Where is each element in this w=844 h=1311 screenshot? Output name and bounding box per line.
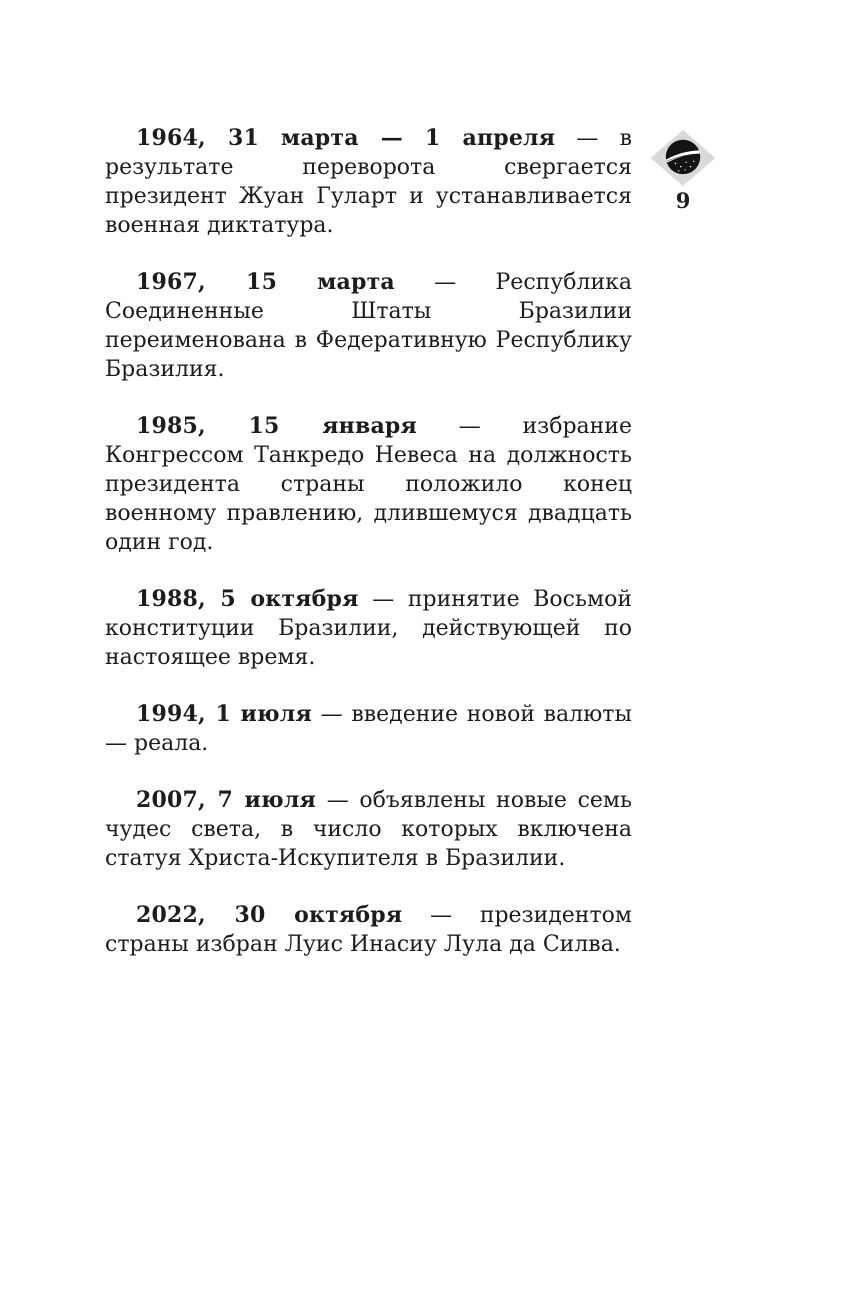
event-date: 1988, 5 октября: [136, 586, 359, 612]
event-date: 1994, 1 июля: [136, 701, 312, 727]
timeline-entry: [105, 901, 632, 959]
event-date: 2007, 7 июля: [136, 787, 316, 813]
event-date: 1967, 15 марта: [136, 269, 395, 295]
timeline-entry: [105, 786, 632, 873]
brazil-flag-diamond-icon: [650, 130, 716, 186]
event-date: 2022, 30 октября: [136, 902, 403, 928]
event-text: — в результате переворота свергается президент Жуан Гуларт и устанавливается военная диктатура.: [105, 126, 632, 238]
page-number: 9: [675, 188, 691, 213]
event-text: — принятие Восьмой конституции Бразилии, действующей по настоящее время.: [105, 587, 632, 670]
timeline-entry: [105, 268, 632, 384]
timeline-entry: [105, 585, 632, 672]
event-text: — объявлены новые семь чудес света, в число которых включена статуя Христа-Искупителя в Бразилии.: [105, 788, 632, 871]
event-date: 1964, 31 марта — 1 апреля: [136, 125, 556, 151]
timeline-entry: [105, 412, 632, 557]
timeline-entry: [105, 700, 632, 758]
event-text: — президентом страны избран Луис Инасиу Лула да Силва.: [105, 903, 632, 957]
timeline-entry: [105, 124, 632, 240]
timeline-text-column: [105, 124, 632, 987]
event-date: 1985, 15 января: [136, 413, 417, 439]
event-text: — введение новой валюты — реала.: [105, 702, 632, 756]
event-text: — Республика Соединенные Штаты Бразилии переименована в Федеративную Республику Бразилия.: [105, 270, 633, 382]
event-text: — избрание Конгрессом Танкредо Невеса на должность президента страны положило конец военному правлению, длившемуся двадцать один год.: [105, 414, 632, 555]
